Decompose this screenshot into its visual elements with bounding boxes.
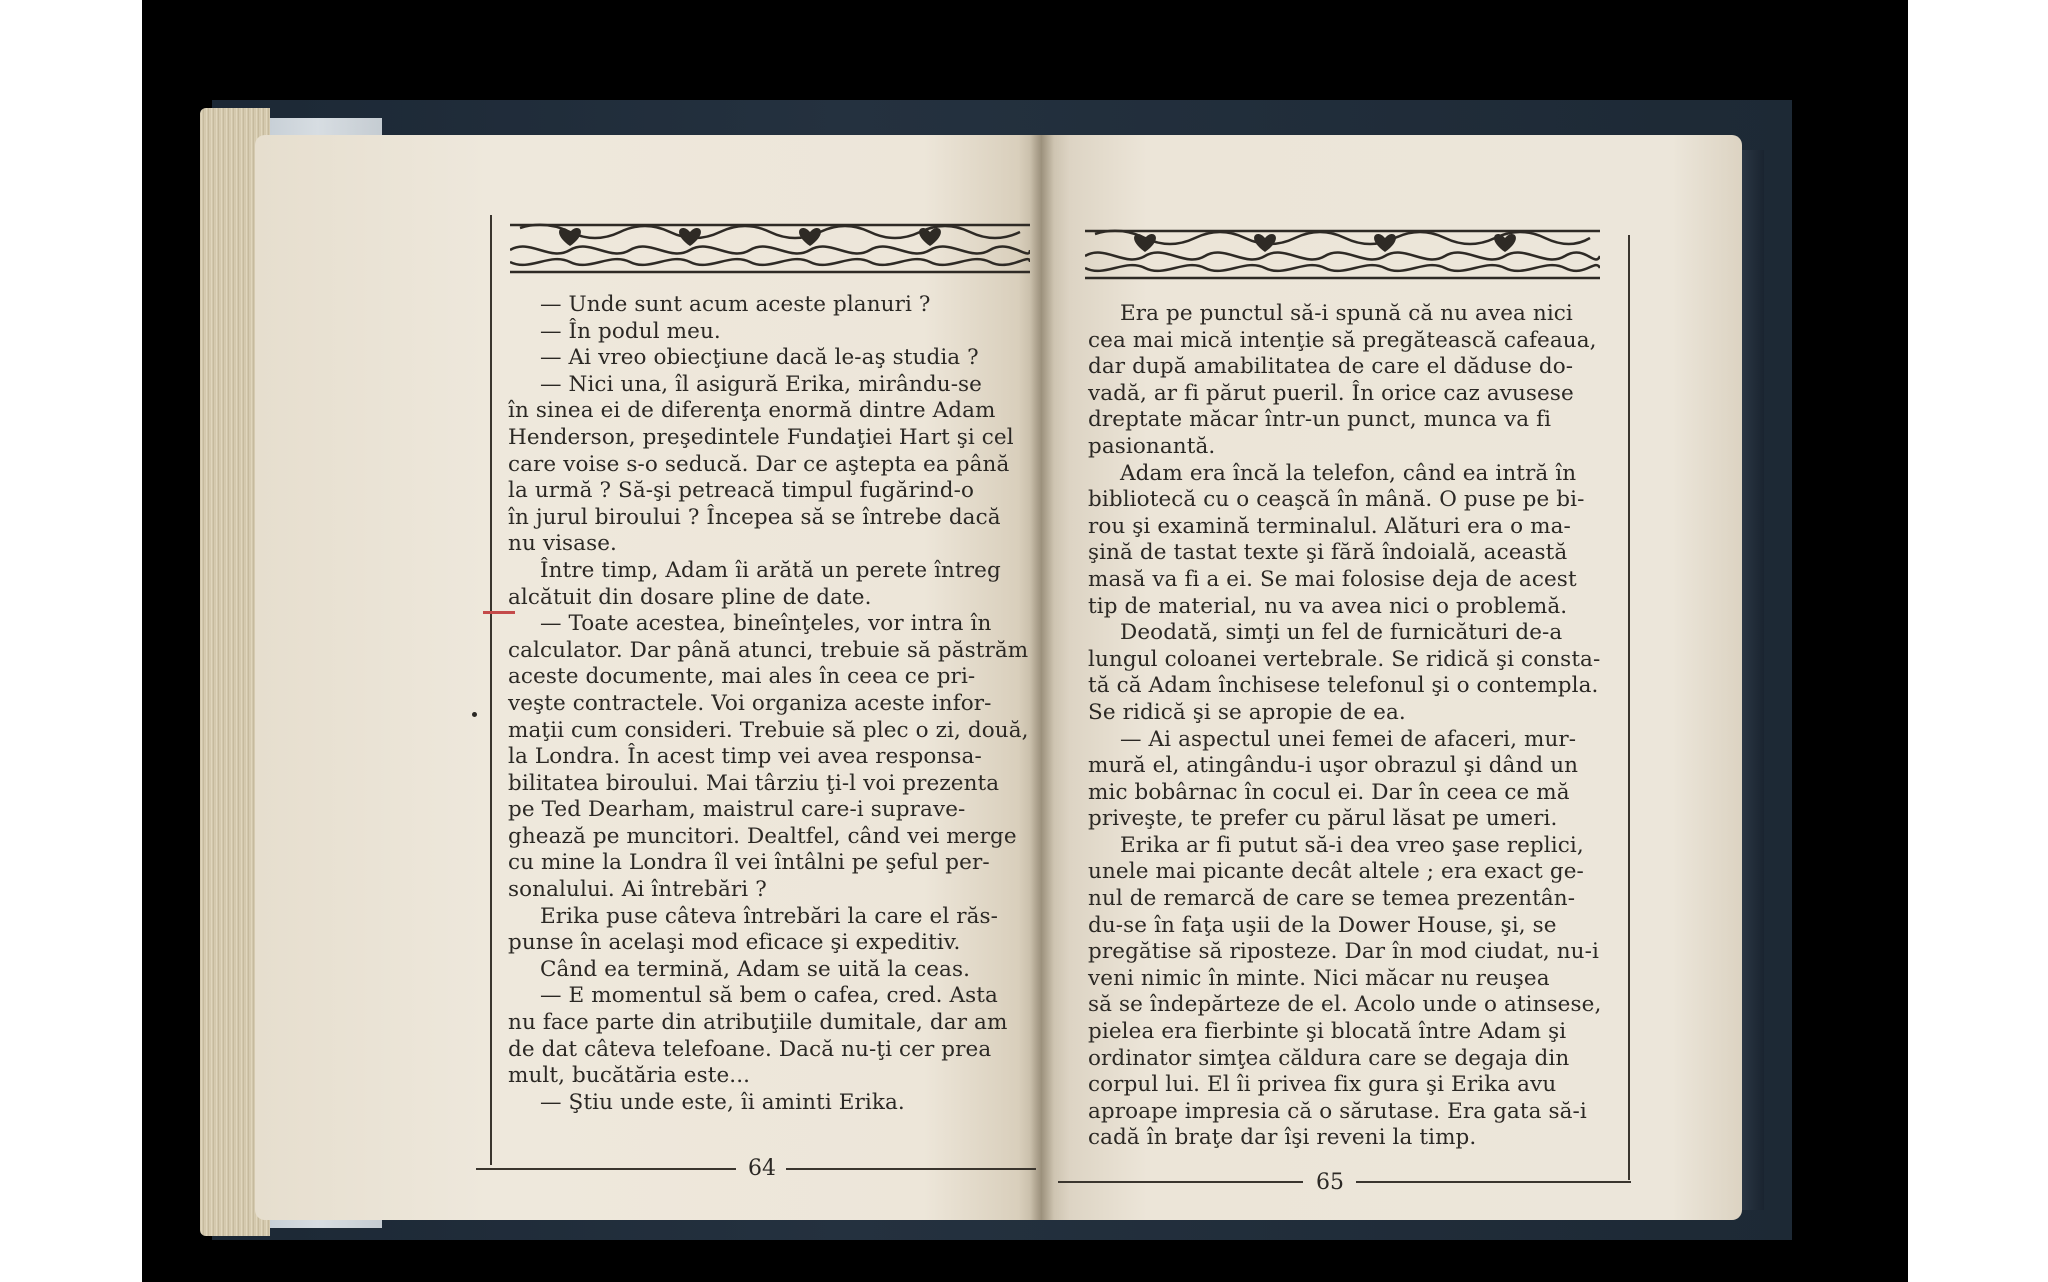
- left-footer-rule: [476, 1168, 736, 1170]
- text-line: bibliotecă cu o ceaşcă în mână. O puse pe bi-: [1088, 487, 1585, 513]
- text-line: în jurul biroului ? Începea să se întrebe dacă: [508, 504, 1001, 530]
- text-line: pe Ted Dearham, maistrul care-i suprave-: [508, 797, 966, 823]
- text-line: Era pe punctul să-i spună că nu avea nici: [1120, 301, 1573, 326]
- text-line: — Ai vreo obiecţiune dacă le-aş studia ?: [540, 345, 979, 371]
- text-line: tă că Adam închisese telefonul şi o contempla.: [1088, 673, 1599, 699]
- text-line: maţii cum consideri. Trebuie să plec o zi, două,: [508, 717, 1029, 743]
- text-line: şină de tastat texte şi fără îndoială, această: [1088, 540, 1568, 566]
- text-line: — Ştiu unde este, îi aminti Erika.: [540, 1089, 905, 1115]
- text-line: — Ai aspectul unei femei de afaceri, mur-: [1120, 726, 1577, 752]
- text-line: priveşte, te prefer cu părul lăsat pe umeri.: [1088, 806, 1558, 832]
- text-line: sonalului. Ai întrebări ?: [508, 877, 767, 903]
- left-frame-border: [490, 215, 492, 1165]
- text-line: pielea era fierbinte şi blocată între Adam şi: [1088, 1019, 1567, 1045]
- text-line: du-se în faţa uşii de la Dower House, şi, se: [1088, 912, 1557, 938]
- text-line: la Londra. În acest timp vei avea responsa-: [508, 744, 982, 770]
- right-page-text: [1088, 301, 1602, 1152]
- text-line: pregătise să riposteze. Dar în mod ciudat, nu-i: [1088, 939, 1599, 965]
- text-line: nul de remarcă de care se temea prezentân-: [1088, 886, 1576, 912]
- text-line: — Nici una, îl asigură Erika, mirându-se: [540, 371, 983, 397]
- text-line: — E momentul să bem o cafea, cred. Asta: [540, 983, 998, 1009]
- text-line: mură el, atingându-i uşor obrazul şi dând un: [1088, 753, 1579, 779]
- text-line: Erika ar fi putut să-i dea vreo şase replici,: [1120, 832, 1584, 858]
- text-line: Henderson, preşedintele Fundaţiei Hart şi cel: [508, 424, 1014, 450]
- text-line: — Unde sunt acum aceste planuri ?: [540, 292, 931, 317]
- cover-edge-right: [1742, 150, 1764, 1210]
- red-pencil-mark: [483, 611, 515, 614]
- text-line: unele mai picante decât altele ; era exact ge-: [1088, 859, 1584, 885]
- left-footer-rule-2: [786, 1168, 1036, 1170]
- text-line: bilitatea biroului. Mai târziu ţi-l voi prezenta: [508, 770, 1000, 796]
- text-line: vadă, ar fi părut pueril. În orice caz avusese: [1088, 380, 1574, 406]
- text-line: Când ea termină, Adam se uită la ceas.: [540, 956, 971, 982]
- margin-dot: [472, 712, 477, 717]
- text-line: Între timp, Adam îi arătă un perete întreg: [540, 557, 1001, 583]
- text-line: în sinea ei de diferenţa enormă dintre Adam: [508, 398, 996, 424]
- text-line: Deodată, simţi un fel de furnicături de-a: [1120, 620, 1563, 646]
- right-ornament-border: [1085, 216, 1600, 286]
- text-line: nu visase.: [508, 531, 617, 557]
- text-line: punse în acelaşi mod eficace şi expeditiv.: [508, 930, 961, 956]
- text-line: cadă în braţe dar îşi reveni la timp.: [1088, 1125, 1477, 1151]
- text-line: aproape impresia că o sărutase. Era gata să-i: [1088, 1098, 1587, 1124]
- text-line: alcătuit din dosare pline de date.: [508, 584, 872, 610]
- text-line: cu mine la Londra îl vei întâlni pe şeful per-: [508, 850, 990, 876]
- text-line: mult, bucătăria este...: [508, 1063, 751, 1089]
- text-line: — În podul meu.: [540, 318, 721, 344]
- text-line: Erika puse câteva întrebări la care el răs-: [540, 903, 999, 929]
- left-page-number: 64: [748, 1156, 776, 1181]
- left-page-text: [508, 292, 1028, 1116]
- book-gutter: [1030, 135, 1054, 1220]
- text-line: dar după amabilitatea de care el dăduse do-: [1088, 354, 1574, 380]
- text-line: veni nimic în minte. Nici măcar nu reuşea: [1088, 965, 1550, 991]
- right-footer-rule: [1058, 1181, 1303, 1183]
- right-footer-rule-2: [1356, 1181, 1631, 1183]
- text-line: pasionantă.: [1088, 433, 1216, 459]
- text-line: la urmă ? Să-şi petreacă timpul fugărind-o: [508, 478, 975, 504]
- text-line: ordinator simţea căldura care se degaja din: [1088, 1045, 1570, 1071]
- text-line: nu face parte din atribuţiile dumitale, dar am: [508, 1010, 1008, 1036]
- text-line: rou şi examină terminalul. Alături era o ma-: [1088, 513, 1571, 539]
- text-line: tip de material, nu va avea nici o problemă.: [1088, 593, 1568, 619]
- text-line: masă va fi a ei. Se mai folosise deja de acest: [1088, 566, 1577, 592]
- text-line: care voise s-o seducă. Dar ce aştepta ea până: [508, 451, 1010, 477]
- text-line: ghează pe muncitori. Dealtfel, când vei merge: [508, 823, 1017, 849]
- text-line: să se îndepărteze de el. Acolo unde o atinsese,: [1088, 992, 1602, 1018]
- right-frame-border: [1628, 235, 1630, 1180]
- text-line: Adam era încă la telefon, când ea intră în: [1120, 460, 1577, 486]
- text-line: aceste documente, mai ales în ceea ce pri-: [508, 664, 976, 690]
- text-line: cea mai mică intenţie să pregătească cafeaua,: [1088, 327, 1597, 353]
- text-line: veşte contractele. Voi organiza aceste infor-: [508, 690, 992, 716]
- text-line: dreptate măcar într-un punct, munca va fi: [1088, 407, 1552, 433]
- left-ornament-border: [510, 210, 1030, 280]
- text-line: corpul lui. El îi privea fix gura şi Erika avu: [1088, 1072, 1557, 1098]
- text-line: calculator. Dar până atunci, trebuie să păstrăm: [508, 637, 1029, 663]
- right-page-number: 65: [1316, 1170, 1344, 1195]
- text-line: — Toate acestea, bineînţeles, vor intra în: [540, 611, 992, 637]
- text-line: lungul coloanei vertebrale. Se ridică şi consta-: [1088, 646, 1601, 672]
- text-line: mic bobârnac în cocul ei. Dar în ceea ce mă: [1088, 779, 1570, 805]
- text-line: de dat câteva telefoane. Dacă nu-ţi cer prea: [508, 1036, 992, 1062]
- text-line: Se ridică şi se apropie de ea.: [1088, 699, 1406, 725]
